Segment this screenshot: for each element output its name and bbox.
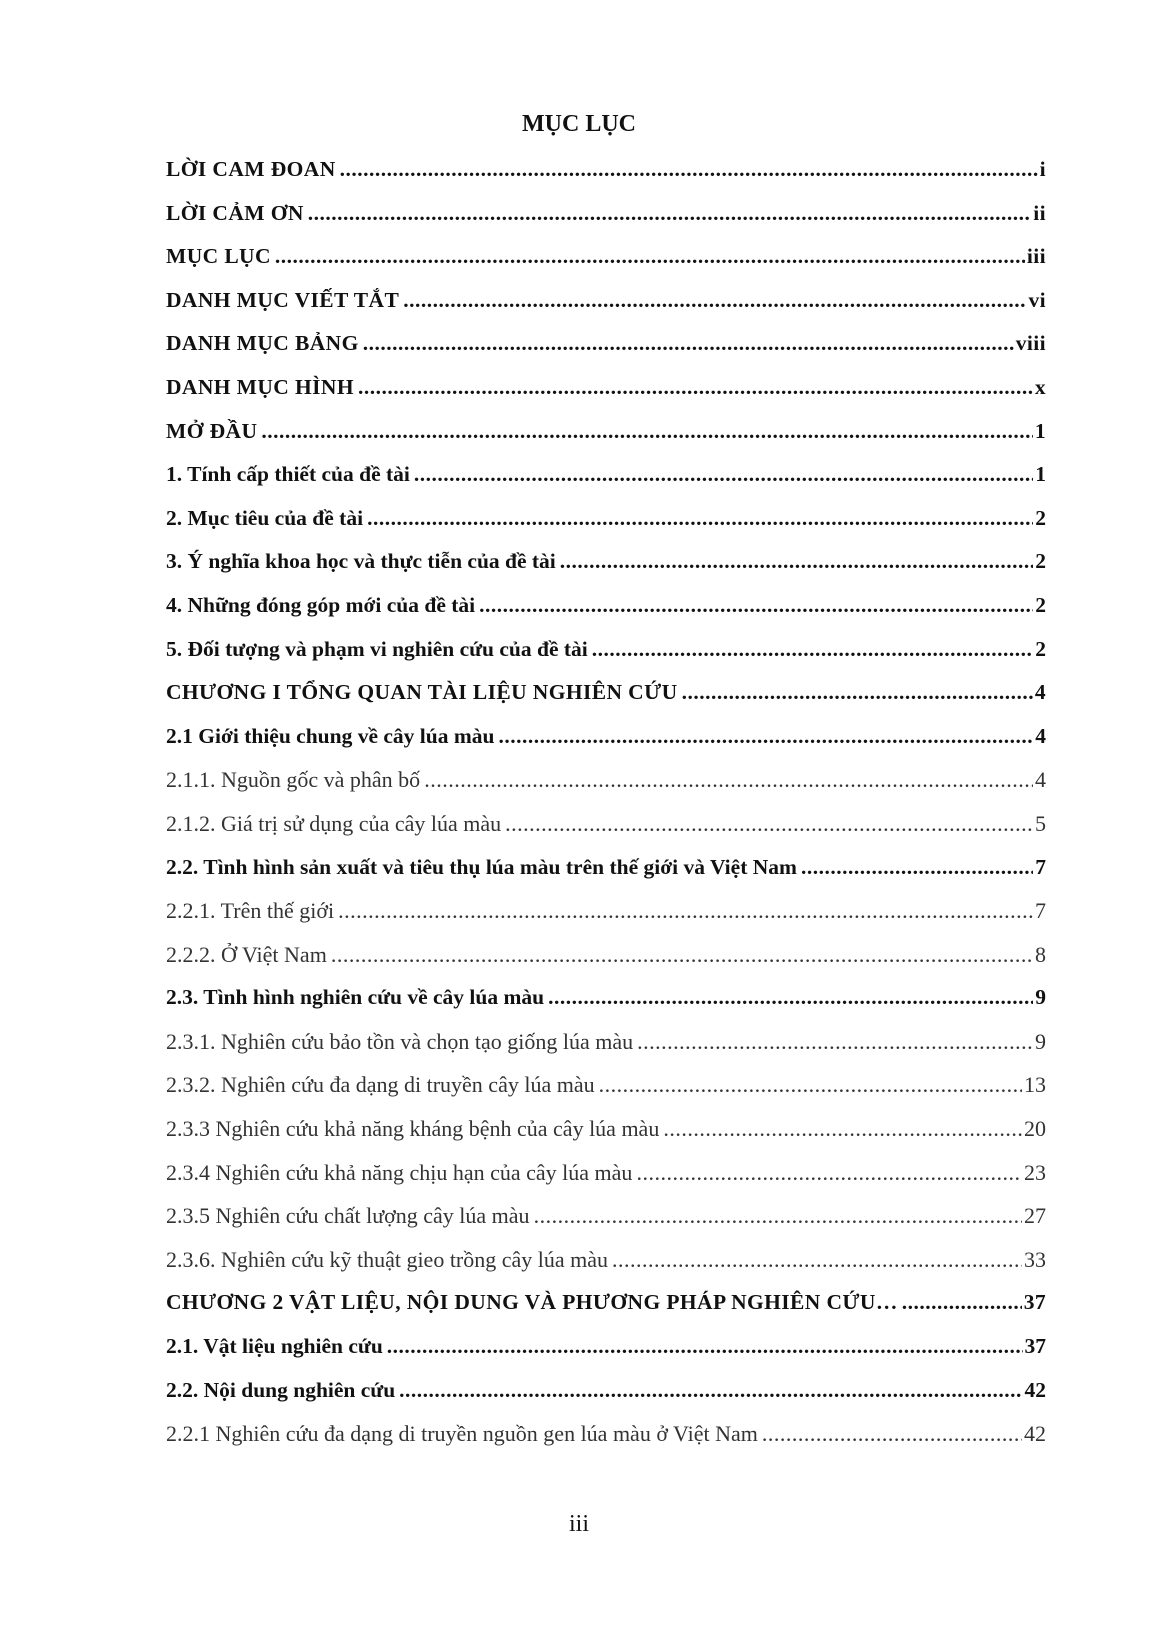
toc-entry[interactable] <box>166 366 1046 410</box>
toc-entry-page: 37 <box>1023 1290 1046 1315</box>
dot-leader <box>560 540 1033 584</box>
dot-leader <box>663 1107 1022 1151</box>
toc-entry-title: LỜI CAM ĐOAN <box>166 157 336 181</box>
toc-entry-page: 7 <box>1035 854 1046 879</box>
dot-leader <box>399 1369 1022 1413</box>
toc-entry-page: iii <box>1026 244 1046 269</box>
dot-leader <box>498 715 1033 759</box>
toc-entry-page: x <box>1034 374 1046 399</box>
toc-entry[interactable] <box>166 279 1046 323</box>
dot-leader <box>338 889 1033 933</box>
dot-leader <box>762 1412 1022 1456</box>
toc-entry[interactable] <box>166 410 1046 454</box>
toc-entry[interactable] <box>166 540 1046 584</box>
toc-entry[interactable] <box>166 715 1046 759</box>
toc-entry-title: DANH MỤC HÌNH <box>166 374 354 399</box>
toc-entry-page: 33 <box>1024 1246 1046 1272</box>
dot-leader <box>363 322 1014 366</box>
dot-leader <box>387 1325 1023 1369</box>
toc-entry-title: 2.2.2. Ở Việt Nam <box>166 941 327 967</box>
toc-entry-title: 2.2. Tình hình sản xuất và tiêu thụ lúa màu trên thế giới và Việt Nam <box>166 854 797 879</box>
toc-entry-page: 42 <box>1024 1377 1046 1402</box>
dot-leader <box>308 192 1031 236</box>
toc-entry[interactable] <box>166 889 1046 933</box>
table-of-contents <box>166 148 1046 1456</box>
dot-leader <box>424 758 1033 802</box>
toc-entry-title: 2.3.1. Nghiên cứu bảo tồn và chọn tạo giống lúa màu <box>166 1028 634 1054</box>
toc-entry-page: viii <box>1015 331 1046 356</box>
toc-entry[interactable] <box>166 453 1046 497</box>
toc-entry-title: 1. Tính cấp thiết của đề tài <box>166 462 410 487</box>
dot-leader <box>682 671 1033 715</box>
toc-entry-page: vi <box>1028 287 1046 312</box>
dot-leader <box>612 1238 1022 1282</box>
toc-entry-title: CHƯƠNG 2 VẬT LIỆU, NỘI DUNG VÀ PHƯƠNG PHÁP NGHIÊN CỨU… <box>166 1290 898 1315</box>
dot-leader <box>902 1281 1022 1325</box>
toc-entry-page: 2 <box>1035 505 1046 530</box>
toc-entry-page: 5 <box>1035 810 1046 836</box>
dot-leader <box>340 148 1038 192</box>
dot-leader <box>599 1063 1022 1107</box>
toc-entry-page: 2 <box>1035 636 1046 661</box>
toc-entry-title: 2.3.2. Nghiên cứu đa dạng di truyền cây lúa màu <box>166 1072 595 1098</box>
toc-entry-title: 2.3.6. Nghiên cứu kỹ thuật gieo trồng cây lúa màu <box>166 1246 609 1272</box>
toc-entry-title: 3. Ý nghĩa khoa học và thực tiễn của đề tài <box>166 549 556 574</box>
toc-entry[interactable] <box>166 1412 1046 1456</box>
toc-entry[interactable] <box>166 235 1046 279</box>
dot-leader <box>275 235 1025 279</box>
toc-entry-page: 4 <box>1035 767 1046 793</box>
toc-entry-title: MỞ ĐẦU <box>166 418 258 443</box>
toc-entry[interactable] <box>166 497 1046 541</box>
toc-entry-title: DANH MỤC BẢNG <box>166 331 359 356</box>
toc-entry-title: 2.3. Tình hình nghiên cứu về cây lúa màu <box>166 985 545 1010</box>
toc-entry[interactable] <box>166 584 1046 628</box>
toc-entry-title: 5. Đối tượng và phạm vi nghiên cứu của đề tài <box>166 636 588 661</box>
toc-entry[interactable] <box>166 322 1046 366</box>
dot-leader <box>367 497 1033 541</box>
dot-leader <box>403 279 1026 323</box>
toc-entry[interactable] <box>166 1325 1046 1369</box>
dot-leader <box>479 584 1033 628</box>
dot-leader <box>534 1194 1022 1238</box>
toc-entry-page: 2 <box>1035 549 1046 574</box>
toc-entry[interactable] <box>166 192 1046 236</box>
toc-entry-page: 4 <box>1034 680 1046 705</box>
dot-leader <box>505 802 1033 846</box>
toc-entry-page: 7 <box>1035 898 1046 924</box>
toc-entry-page: 42 <box>1024 1421 1046 1447</box>
toc-entry-page: 23 <box>1024 1159 1046 1185</box>
toc-entry[interactable] <box>166 976 1046 1020</box>
dot-leader <box>331 933 1033 977</box>
toc-entry-title: LỜI CẢM ƠN <box>166 200 304 225</box>
toc-entry-page: 4 <box>1035 723 1046 748</box>
toc-entry-title: 2.2. Nội dung nghiên cứu <box>166 1377 396 1402</box>
dot-leader <box>636 1151 1022 1195</box>
toc-entry-title: 2.3.5 Nghiên cứu chất lượng cây lúa màu <box>166 1203 530 1229</box>
toc-entry-title: DANH MỤC VIẾT TẮT <box>166 287 400 312</box>
dot-leader <box>358 366 1033 410</box>
toc-entry-title: 2.1. Vật liệu nghiên cứu <box>166 1334 383 1359</box>
toc-entry[interactable] <box>166 1238 1046 1282</box>
toc-entry[interactable] <box>166 1281 1046 1325</box>
dot-leader <box>261 410 1032 454</box>
toc-entry-title: 2.1.2. Giá trị sử dụng của cây lúa màu <box>166 810 502 836</box>
toc-entry[interactable] <box>166 846 1046 890</box>
toc-entry-page: 2 <box>1035 592 1046 617</box>
toc-entry[interactable] <box>166 758 1046 802</box>
toc-entry[interactable] <box>166 1063 1046 1107</box>
dot-leader <box>801 846 1033 890</box>
toc-entry[interactable] <box>166 1020 1046 1064</box>
toc-entry-title: 4. Những đóng góp mới của đề tài <box>166 592 476 617</box>
toc-entry[interactable] <box>166 148 1046 192</box>
toc-entry-page: 9 <box>1035 985 1046 1010</box>
toc-entry-title: 2.2.1. Trên thế giới <box>166 898 335 924</box>
page-number: iii <box>568 1511 589 1537</box>
toc-entry-title: 2.3.4 Nghiên cứu khả năng chịu hạn của cây lúa màu <box>166 1159 633 1185</box>
toc-entry-title: MỤC LỤC <box>166 244 271 269</box>
toc-entry[interactable] <box>166 1151 1046 1195</box>
dot-leader <box>637 1020 1033 1064</box>
toc-entry-page: 37 <box>1024 1334 1046 1359</box>
toc-entry[interactable] <box>166 802 1046 846</box>
dot-leader <box>548 976 1033 1020</box>
toc-entry-title: 2.1 Giới thiệu chung về cây lúa màu <box>166 723 495 748</box>
toc-entry-page: ii <box>1033 200 1046 225</box>
toc-entry[interactable] <box>166 1107 1046 1151</box>
toc-entry-page: 27 <box>1024 1203 1046 1229</box>
toc-entry-page: 9 <box>1035 1028 1046 1054</box>
toc-entry-title: CHƯƠNG I TỔNG QUAN TÀI LIỆU NGHIÊN CỨU <box>166 680 678 705</box>
toc-entry-title: 2.1.1. Nguồn gốc và phân bố <box>166 767 421 793</box>
toc-entry-page: 13 <box>1024 1072 1046 1098</box>
toc-entry[interactable] <box>166 1194 1046 1238</box>
toc-entry[interactable] <box>166 1369 1046 1413</box>
toc-entry-page: 1 <box>1034 418 1046 443</box>
toc-entry-title: 2.3.3 Nghiên cứu khả năng kháng bệnh của cây lúa màu <box>166 1116 660 1142</box>
toc-entry-title: 2.2.1 Nghiên cứu đa dạng di truyền nguồn gen lúa màu ở Việt Nam <box>166 1421 758 1447</box>
toc-entry-page: 20 <box>1024 1116 1046 1142</box>
dot-leader <box>414 453 1033 497</box>
toc-entry[interactable] <box>166 628 1046 672</box>
page-title: MỤC LỤC <box>522 111 636 137</box>
toc-entry-page: 1 <box>1035 462 1046 487</box>
toc-entry-page: i <box>1039 157 1046 181</box>
toc-entry[interactable] <box>166 933 1046 977</box>
toc-entry[interactable] <box>166 671 1046 715</box>
toc-entry-title: 2. Mục tiêu của đề tài <box>166 505 364 530</box>
dot-leader <box>592 628 1033 672</box>
toc-entry-page: 8 <box>1035 941 1046 967</box>
